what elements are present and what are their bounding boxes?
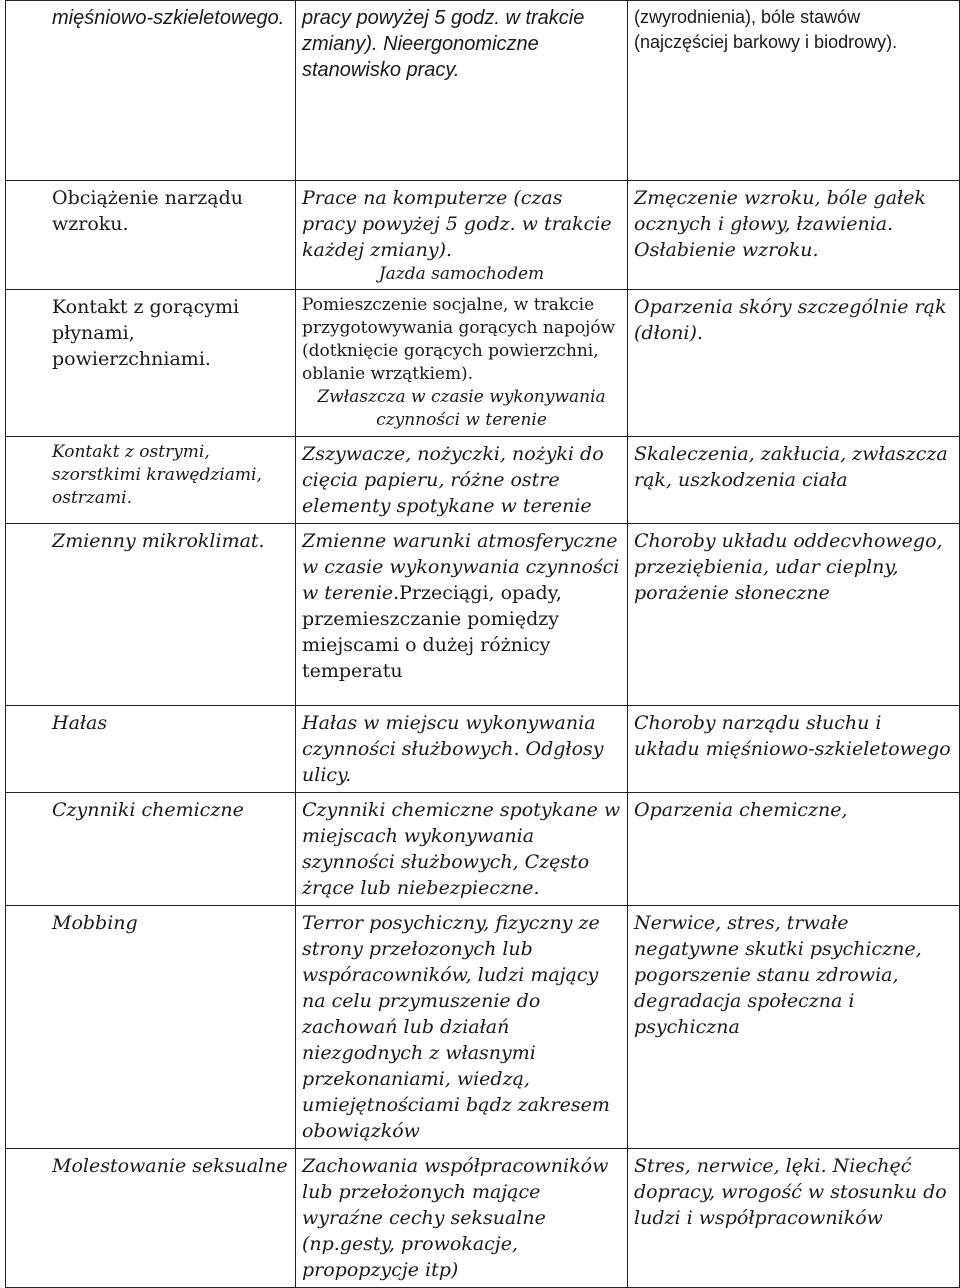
effects-text: Skaleczenia, zakłucia, zwłaszcza rąk, uszkodzenia ciała [634,443,948,491]
effects-text: Stres, nerwice, lęki. Niechęć dopracy, wrogość w stosunku do ludzi i współpracowników [634,1155,947,1229]
hazard-text: Hałas [52,712,108,734]
effects-cell [628,793,960,906]
effects-text: Oparzenia skóry szczególnie rąk (dłoni). [634,296,947,344]
table-row [6,1,960,181]
hazard-cell [6,1149,296,1288]
hazards-table [5,0,960,1288]
row-number [12,797,52,823]
hazard-cell [6,793,296,906]
effects-cell [628,1,960,181]
row-number [12,294,52,320]
effects-cell [628,706,960,793]
source-text: Zachowania współpracowników lub przełożonych mające wyraźne cechy seksualne (np.gesty, prowokacje, propopzycje itp) [302,1155,609,1281]
source-text-secondary: Przeciągi, opady, przemieszczanie pomiędzy miejscami o dużej różnicy temperatu [302,582,562,682]
table-row [6,524,960,706]
row-number [12,710,52,736]
table-row [6,290,960,437]
hazard-text: Obciążenie narządu wzroku. [52,187,244,235]
source-cell [296,706,628,793]
table-row [6,793,960,906]
row-number [12,528,52,554]
source-text: Prace na komputerze (czas pracy powyżej 5 godz. w trakcie każdej zmiany). [302,187,612,261]
hazard-text: Kontakt z gorącymi płynami, powierzchniami. [52,296,240,370]
table-row [6,181,960,290]
source-text-secondary: Zwłaszcza w czasie wykonywania czynności w terenie [317,387,606,430]
source-cell [296,524,628,706]
effects-text: Choroby narządu słuchu i układu mięśniowo-szkieletowego [634,712,951,760]
hazard-text: Kontakt z ostrymi, szorstkimi krawędziami, ostrzami. [52,442,262,508]
source-cell [296,290,628,437]
hazard-text: Czynniki chemiczne [52,799,244,821]
source-text: Hałas w miejscu wykonywania czynności służbowych. Odgłosy ulicy. [302,712,604,786]
hazard-cell [6,524,296,706]
source-text: pracy powyżej 5 godz. w trakcie zmiany). Nieergonomiczne stanowisko pracy. [302,7,585,81]
effects-text: (zwyrodnienia), bóle stawów (najczęściej barkowy i biodrowy). [634,7,898,52]
table-row [6,906,960,1149]
row-number [12,910,52,936]
effects-text: Choroby układu oddecvhowego, przeziębienia, udar cieplny, porażenie słoneczne [634,530,943,604]
hazard-cell [6,1,296,181]
effects-cell [628,524,960,706]
hazard-text: Zmienny mikroklimat. [52,530,265,552]
hazard-cell [6,906,296,1149]
source-cell [296,906,628,1149]
source-cell [296,793,628,906]
hazard-text: mięśniowo-szkieletowego. [52,7,285,29]
source-text: Pomieszczenie socjalne, w trakcie przygotowywania gorących napojów (dotknięcie gorących powierzchni, oblanie wrzątkiem). [302,295,616,384]
source-text-secondary: Jazda samochodem [378,264,545,284]
row-number [12,1153,52,1179]
effects-cell [628,1149,960,1288]
table-row [6,1149,960,1288]
hazard-cell [6,706,296,793]
hazard-cell [6,290,296,437]
source-cell [296,1,628,181]
source-text: Zmienne warunki atmosferyczne w czasie wykonywania czynności w terenie. [302,530,620,604]
source-cell [296,181,628,290]
hazard-cell [6,181,296,290]
row-number [12,441,52,464]
effects-text: Oparzenia chemiczne, [634,799,848,821]
effects-cell [628,290,960,437]
source-text: Terror posychiczny, fizyczny ze strony przełozonych lub wspóracowników, ludzi mający na celu przymuszenie do zachowań lub działań niezgodnych z własnymi przekonaniami, wiedzą, umiejętnościami bądz zakresem obowiązków [302,912,610,1142]
effects-text: Zmęczenie wzroku, bóle gałek ocznych i głowy, łzawienia. Osłabienie wzroku. [634,187,926,261]
effects-text: Nerwice, stres, trwałe negatywne skutki psychiczne, pogorszenie stanu zdrowia, degradacja społeczna i psychiczna [634,912,922,1038]
source-cell [296,437,628,524]
table-row [6,706,960,793]
source-text: Czynniki chemiczne spotykane w miejscach wykonywania szynności służbowych, Często żrące lub niebezpieczne. [302,799,621,899]
source-cell [296,1149,628,1288]
table-row [6,437,960,524]
source-text: Zszywacze, nożyczki, nożyki do cięcia papieru, różne ostre elementy spotykane w terenie [302,443,604,517]
effects-cell [628,181,960,290]
hazard-text: Molestowanie seksualne [52,1155,288,1177]
row-number [12,185,52,211]
hazard-text: Mobbing [52,912,138,934]
effects-cell [628,906,960,1149]
hazard-cell [6,437,296,524]
effects-cell [628,437,960,524]
